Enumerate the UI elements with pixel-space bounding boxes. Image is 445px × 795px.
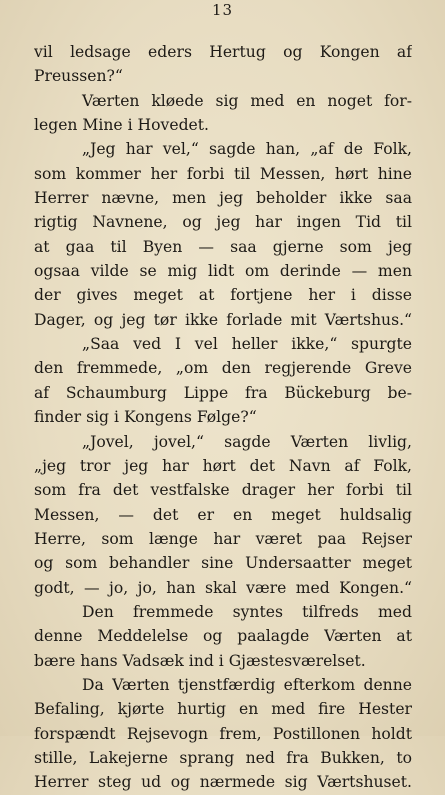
text-line: „Jovel, jovel,“ sagde Værten livlig, xyxy=(82,432,412,451)
text-line: Herrer nævne, men jeg beholder ikke saa xyxy=(34,189,412,208)
text-line: denne Meddelelse og paalagde Værten at xyxy=(34,627,412,646)
body-text xyxy=(34,40,412,795)
text-line: at gaa til Byen — saa gjerne som jeg xyxy=(34,237,412,256)
text-line: og som behandler sine Undersaatter meget xyxy=(34,554,412,573)
text-line: bære hans Vadsæk ind i Gjæstesværelset. xyxy=(34,651,366,670)
text-line: „Jeg har vel,“ sagde han, „af de Folk, xyxy=(82,140,412,159)
text-line: af Schaumburg Lippe fra Bückeburg be- xyxy=(34,383,412,402)
text-line: Herrer steg ud og nærmede sig Værtshuset. xyxy=(34,773,412,792)
text-line: Den fremmede syntes tilfreds med xyxy=(82,602,412,621)
text-line: Da Værten tjenstfærdig efterkom denne xyxy=(82,675,412,694)
text-line: legen Mine i Hovedet. xyxy=(34,116,210,135)
page-number: 13 xyxy=(211,1,234,19)
text-line: Herre, som længe har været paa Rejser xyxy=(34,529,412,548)
text-line: som fra det vestfalske drager her forbi til xyxy=(34,481,412,500)
text-line: Dager, og jeg tør ikke forlade mit Værtshus.“ xyxy=(34,310,412,329)
text-line: rigtig Navnene, og jeg har ingen Tid til xyxy=(34,213,412,232)
text-line: „jeg tror jeg har hørt det Navn af Folk, xyxy=(34,456,412,475)
text-line: stille, Lakejerne sprang ned fra Bukken, to xyxy=(34,748,412,767)
text-line: som kommer her forbi til Messen, hørt hine xyxy=(34,164,412,183)
text-line: Værten kløede sig med en noget for- xyxy=(82,91,412,110)
text-line: Preussen?“ xyxy=(34,67,123,86)
text-line: Befaling, kjørte hurtig en med fire Hester xyxy=(34,700,412,719)
text-line: „Saa ved I vel heller ikke,“ spurgte xyxy=(82,335,412,354)
text-line: ogsaa vilde se mig lidt om derinde — men xyxy=(34,262,412,281)
text-line: finder sig i Kongens Følge?“ xyxy=(34,408,257,427)
text-line: den fremmede, „om den regjerende Greve xyxy=(34,359,412,378)
text-line: forspændt Rejsevogn frem, Postillonen holdt xyxy=(34,724,412,743)
text-line: Messen, — det er en meget huldsalig xyxy=(34,505,412,524)
text-line: der gives meget at fortjene her i disse xyxy=(34,286,412,305)
text-line: vil ledsage eders Hertug og Kongen af xyxy=(34,43,412,61)
text-line: godt, — jo, jo, han skal være med Kongen.“ xyxy=(34,578,412,597)
